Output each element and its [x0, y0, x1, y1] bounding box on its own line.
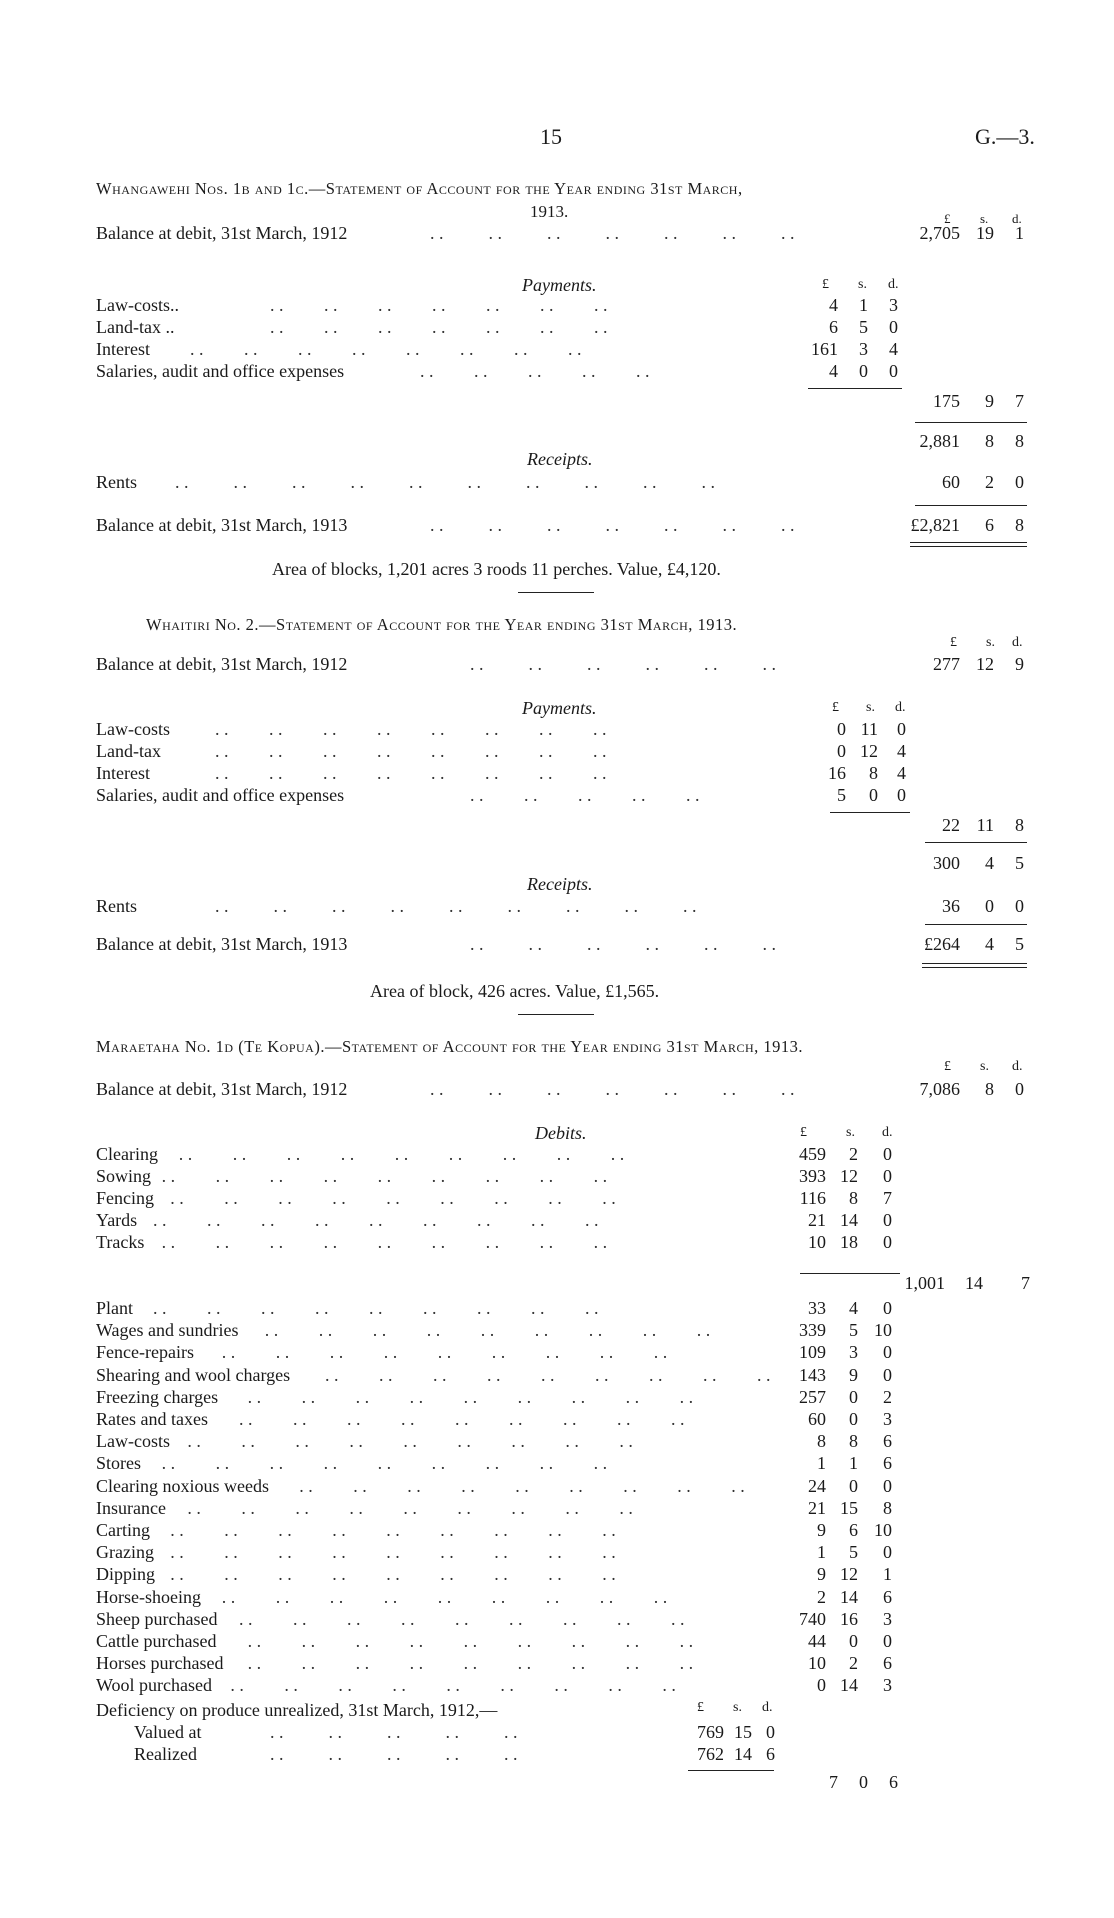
payments-heading: Payments.: [522, 698, 597, 718]
amount-pounds: 9: [817, 1564, 826, 1585]
amount-pounds: 6: [829, 317, 838, 337]
amount-shillings: 9: [849, 1364, 858, 1385]
amount-pounds: 1: [817, 1542, 826, 1563]
dot-leader: . . . . . . . . . . . . . . . . . .: [153, 1299, 599, 1317]
pound-column-head: £: [944, 211, 951, 226]
amount-pounds: 277: [933, 654, 960, 674]
amount-shillings: 12: [860, 741, 878, 761]
pence-column-head: d.: [1012, 1059, 1023, 1074]
amount-pounds: 257: [799, 1386, 826, 1407]
amount-pence: 0: [897, 785, 906, 805]
dot-leader: . . . . . . . . . . . . . . . . . .: [230, 1676, 676, 1695]
dot-leader: . . . . . . . . . . . . . . . . . .: [170, 1189, 616, 1207]
amount-pounds: 60: [942, 472, 960, 492]
payments-heading: Payments.: [522, 275, 597, 295]
amount-pence: 1: [1015, 223, 1024, 243]
amount-pounds: 7: [829, 1772, 838, 1792]
opening-balance-label: Balance at debit, 31st March, 1912: [96, 654, 348, 674]
dot-leader: . . . . . . . . . . . . . .: [430, 223, 795, 243]
amount-pounds: 24: [808, 1475, 826, 1496]
amount-pence: 7: [1015, 391, 1024, 411]
sum-rule: [830, 812, 910, 813]
debit-label: Carting: [96, 1520, 150, 1540]
amount-pounds: 2,881: [919, 431, 960, 451]
pence-column-head: d.: [888, 277, 899, 292]
amount-pence: 2: [883, 1386, 892, 1407]
amount-pounds: 762: [697, 1744, 724, 1764]
shilling-column-head: s.: [986, 635, 995, 650]
amount-pence: 0: [1015, 896, 1024, 916]
debit-label: Fencing: [96, 1188, 154, 1208]
amount-pounds: 4: [829, 361, 838, 381]
pence-column-head: d.: [882, 1125, 893, 1140]
sum-rule: [925, 842, 1027, 843]
amount-pounds: 143: [799, 1364, 826, 1385]
amount-shillings: 3: [849, 1342, 858, 1363]
debit-label: Shearing and wool charges: [96, 1364, 291, 1385]
amount-shillings: 11: [976, 815, 994, 835]
amount-shillings: 0: [859, 1772, 868, 1792]
amount-shillings: 6: [985, 515, 994, 535]
dot-leader: . . . . . . . . . .: [270, 1722, 518, 1742]
payment-label: Land-tax: [96, 741, 161, 761]
amount-shillings: 18: [840, 1232, 858, 1252]
dot-leader: . . . . . . . . . . . . . . . . . .: [221, 1343, 668, 1362]
amount-pence: 7: [883, 1188, 892, 1208]
amount-shillings: 1: [859, 295, 868, 315]
amount-pence: 0: [883, 1144, 892, 1164]
section-title: Maraetaha No. 1d (Te Kopua).—Statement of Account for the Year ending 31st March, 1913.: [96, 1037, 804, 1056]
amount-pounds: 740: [799, 1608, 826, 1629]
amount-pounds: 33: [808, 1298, 826, 1318]
shilling-column-head: s.: [866, 700, 875, 715]
amount-shillings: 9: [985, 391, 994, 411]
closing-balance-label: Balance at debit, 31st March, 1913: [96, 934, 348, 954]
dot-leader: . . . . . . . . . . . .: [470, 654, 776, 674]
amount-pence: 0: [1015, 472, 1024, 492]
debit-label: Sowing: [96, 1166, 152, 1186]
debit-label: Clearing: [96, 1144, 158, 1164]
amount-pounds: 0: [837, 719, 846, 739]
section-title: Whaitiri No. 2.—Statement of Account for the Year ending 31st March, 1913.: [146, 615, 738, 634]
amount-pence: 0: [766, 1722, 775, 1742]
amount-pence: 5: [1015, 934, 1024, 954]
dot-leader: . . . . . . . . . . . . . . . . . .: [161, 1233, 608, 1251]
amount-pounds: 21: [808, 1497, 826, 1518]
section-divider: [518, 1014, 594, 1015]
pound-column-head: £: [800, 1125, 807, 1140]
dot-leader: . . . . . . . . . . . . . . . . . .: [299, 1476, 745, 1495]
amount-pence: 0: [883, 1631, 892, 1651]
amount-shillings: 19: [976, 223, 994, 243]
dot-leader: . . . . . . . . . . . . . . . .: [215, 763, 607, 783]
amount-shillings: 8: [849, 1431, 858, 1452]
dot-leader: . . . . . . . . . . . . . . . .: [215, 741, 607, 761]
amount-shillings: 8: [985, 431, 994, 451]
shilling-column-head: s.: [846, 1125, 855, 1140]
amount-pounds: £2,821: [910, 515, 960, 535]
payment-label: Law-costs: [96, 719, 170, 739]
amount-shillings: 14: [840, 1210, 858, 1230]
area-note: Area of blocks, 1,201 acres 3 roods 11 perches. Value, £4,120.: [272, 559, 721, 579]
sum-rule: [808, 388, 902, 389]
amount-shillings: 14: [965, 1273, 983, 1293]
amount-shillings: 14: [840, 1675, 858, 1696]
amount-pence: 5: [1015, 853, 1024, 873]
debit-label: Wool purchased: [96, 1675, 213, 1696]
amount-shillings: 0: [985, 896, 994, 916]
amount-shillings: 6: [849, 1520, 858, 1540]
amount-pounds: 459: [799, 1144, 826, 1164]
amount-pence: 0: [883, 1364, 892, 1385]
deficiency-label: Deficiency on produce unrealized, 31st March, 1912,—: [96, 1700, 498, 1720]
amount-shillings: 12: [976, 654, 994, 674]
payment-label: Interest: [96, 763, 150, 783]
area-note: Area of block, 426 acres. Value, £1,565.: [370, 981, 660, 1001]
amount-pounds: 0: [837, 741, 846, 761]
amount-pounds: 16: [828, 763, 846, 783]
debit-label: Horse-shoeing: [96, 1586, 201, 1607]
debit-label: Wages and sundries: [96, 1320, 239, 1341]
amount-pounds: 161: [811, 339, 838, 359]
section-title-year: 1913.: [530, 202, 569, 221]
debit-label: Freezing charges: [96, 1386, 219, 1407]
double-rule: [910, 542, 1027, 547]
amount-pence: 7: [1021, 1273, 1030, 1293]
amount-pounds: 339: [799, 1320, 826, 1341]
amount-shillings: 14: [734, 1744, 752, 1764]
amount-pounds: 1,001: [904, 1273, 945, 1293]
amount-pence: 4: [889, 339, 898, 359]
amount-shillings: 5: [859, 317, 868, 337]
amount-pounds: 44: [808, 1631, 826, 1651]
dot-leader: . . . . . . . . . . . . . . . .: [215, 719, 607, 739]
amount-pence: 3: [883, 1675, 892, 1696]
sum-rule: [915, 505, 1027, 506]
amount-shillings: 3: [859, 339, 868, 359]
pound-column-head: £: [944, 1059, 951, 1074]
amount-shillings: 4: [849, 1298, 858, 1318]
closing-balance-label: Balance at debit, 31st March, 1913: [96, 515, 348, 535]
pound-column-head: £: [822, 277, 829, 292]
debits-heading: Debits.: [535, 1123, 587, 1143]
debit-label: Cattle purchased: [96, 1631, 217, 1651]
amount-shillings: 0: [869, 785, 878, 805]
amount-shillings: 8: [869, 763, 878, 783]
amount-shillings: 1: [849, 1453, 858, 1474]
payment-label: Interest: [96, 339, 150, 359]
deficiency-item-label: Valued at: [134, 1722, 202, 1742]
dot-leader: . . . . . . . . . . . . . . . . . .: [170, 1521, 616, 1539]
amount-pounds: £264: [924, 934, 960, 954]
amount-pounds: 22: [942, 815, 960, 835]
payment-label: Law-costs..: [96, 295, 179, 315]
amount-pence: 0: [883, 1342, 892, 1363]
amount-pence: 10: [874, 1320, 892, 1341]
amount-pence: 0: [889, 317, 898, 337]
amount-shillings: 16: [840, 1608, 858, 1629]
dot-leader: . . . . . . . . . . . . . . . . . .: [215, 896, 697, 916]
amount-pounds: 300: [933, 853, 960, 873]
dot-leader: . . . . . . . . . . . . . . . . . .: [153, 1211, 599, 1229]
amount-pounds: 2,705: [919, 223, 960, 243]
dot-leader: . . . . . . . . . . . . . . . . . .: [170, 1543, 616, 1562]
amount-pence: 4: [897, 741, 906, 761]
pence-column-head: d.: [762, 1700, 773, 1715]
payment-label: Salaries, audit and office expenses: [96, 785, 345, 805]
dot-leader: . . . . . . . . . . . . . .: [270, 317, 608, 337]
debit-label: Plant: [96, 1298, 134, 1318]
dot-leader: . . . . . . . . . .: [270, 1744, 518, 1764]
pence-column-head: d.: [1012, 635, 1023, 650]
amount-pence: 6: [883, 1586, 892, 1607]
dot-leader: . . . . . . . . . . . . . . . .: [190, 339, 582, 359]
amount-pence: 8: [883, 1497, 892, 1518]
debit-label: Rates and taxes: [96, 1409, 208, 1429]
amount-shillings: 5: [849, 1320, 858, 1341]
receipts-heading: Receipts.: [527, 449, 593, 469]
dot-leader: . . . . . . . . . . . . . . . . . .: [239, 1410, 685, 1428]
dot-leader: . . . . . . . . . . . . . . . . . .: [187, 1432, 633, 1451]
pound-column-head: £: [950, 635, 957, 650]
dot-leader: . . . . . . . . . . . . . . . . . .: [247, 1654, 694, 1673]
amount-pence: 1: [883, 1564, 892, 1585]
amount-shillings: 2: [849, 1144, 858, 1164]
amount-shillings: 4: [985, 934, 994, 954]
amount-pence: 0: [897, 719, 906, 739]
amount-pounds: 109: [799, 1342, 826, 1363]
amount-pence: 8: [1015, 431, 1024, 451]
debit-label: Fence-repairs: [96, 1342, 194, 1363]
pound-column-head: £: [697, 1700, 704, 1715]
amount-shillings: 0: [849, 1631, 858, 1651]
shilling-column-head: s.: [980, 1059, 989, 1074]
dot-leader: . . . . . . . . . . . . . . . . . .: [170, 1565, 616, 1584]
debit-label: Yards: [96, 1210, 138, 1230]
amount-pence: 6: [766, 1744, 775, 1764]
amount-pence: 0: [883, 1166, 892, 1186]
debit-label: Horses purchased: [96, 1653, 224, 1674]
amount-pence: 6: [889, 1772, 898, 1792]
dot-leader: . . . . . . . . . . . . . .: [270, 295, 608, 315]
amount-pounds: 2: [817, 1586, 826, 1607]
opening-balance-label: Balance at debit, 31st March, 1912: [96, 223, 348, 243]
amount-pounds: 0: [817, 1675, 826, 1696]
debit-label: Dipping: [96, 1564, 156, 1585]
amount-pounds: 8: [817, 1431, 826, 1452]
amount-shillings: 8: [849, 1188, 858, 1208]
dot-leader: . . . . . . . . . . . . . . . . . .: [247, 1632, 694, 1650]
dot-leader: . . . . . . . . . . . . . .: [430, 1079, 795, 1099]
amount-shillings: 12: [840, 1564, 858, 1585]
pence-column-head: d.: [1012, 211, 1022, 226]
opening-balance-label: Balance at debit, 31st March, 1912: [96, 1079, 348, 1099]
dot-leader: . . . . . . . . . . . . . . . . . .: [239, 1609, 685, 1628]
sum-rule: [925, 924, 1027, 925]
shilling-column-head: s.: [733, 1700, 742, 1715]
amount-pence: 0: [883, 1475, 892, 1496]
dot-leader: . . . . . . . . . . . . . .: [430, 515, 795, 535]
amount-pounds: 1: [817, 1453, 826, 1474]
amount-pence: 6: [883, 1453, 892, 1474]
amount-shillings: 0: [849, 1409, 858, 1429]
receipt-label: Rents: [96, 896, 138, 916]
amount-pence: 3: [883, 1409, 892, 1429]
shilling-column-head: s.: [858, 277, 867, 292]
amount-shillings: 11: [860, 719, 878, 739]
dot-leader: . . . . . . . . . . . . . . . . . .: [221, 1587, 668, 1606]
amount-pounds: 60: [808, 1409, 826, 1429]
amount-pence: 0: [883, 1232, 892, 1252]
deficiency-item-label: Realized: [134, 1744, 197, 1764]
receipts-heading: Receipts.: [527, 874, 593, 894]
dot-leader: . . . . . . . . . . . . . . . . . .: [161, 1454, 608, 1473]
amount-pence: 3: [889, 295, 898, 315]
amount-pence: 9: [1015, 654, 1024, 674]
dot-leader: . . . . . . . . . . . . . . . . . .: [178, 1145, 625, 1163]
debit-label: Stores: [96, 1453, 141, 1474]
page-number: 15: [540, 124, 562, 149]
sum-rule: [915, 422, 1027, 423]
debit-label: Sheep purchased: [96, 1608, 218, 1629]
amount-pounds: 769: [697, 1722, 724, 1742]
amount-shillings: 8: [985, 1079, 994, 1099]
amount-shillings: 0: [849, 1386, 858, 1407]
amount-pence: 10: [874, 1520, 892, 1540]
document-reference: G.—3.: [975, 124, 1035, 149]
dot-leader: . . . . . . . . . . . .: [470, 934, 776, 954]
amount-pounds: 393: [799, 1166, 826, 1186]
dot-leader: . . . . . . . . . . . . . . . . . . . .: [175, 472, 715, 492]
dot-leader: . . . . . . . . . . . . . . . . . .: [187, 1498, 633, 1517]
debit-label: Clearing noxious weeds: [96, 1475, 269, 1496]
debit-label: Law-costs: [96, 1431, 170, 1452]
amount-pence: 8: [1015, 815, 1024, 835]
amount-pence: 0: [883, 1542, 892, 1563]
payment-label: Land-tax ..: [96, 317, 175, 337]
amount-pounds: 10: [808, 1653, 826, 1674]
amount-pence: 8: [1015, 515, 1024, 535]
dot-leader: . . . . . . . . . . . . . . . . . .: [325, 1365, 771, 1384]
shilling-column-head: s.: [980, 211, 989, 226]
debit-label: Grazing: [96, 1542, 154, 1563]
dot-leader: . . . . . . . . . .: [420, 361, 650, 381]
amount-shillings: 2: [985, 472, 994, 492]
section-title: Whangawehi Nos. 1b and 1c.—Statement of Account for the Year ending 31st March,: [96, 179, 743, 198]
amount-pounds: 21: [808, 1210, 826, 1230]
pound-column-head: £: [832, 700, 839, 715]
amount-pence: 3: [883, 1608, 892, 1629]
amount-pounds: 175: [933, 391, 960, 411]
amount-shillings: 5: [849, 1542, 858, 1563]
amount-pence: 6: [883, 1653, 892, 1674]
amount-shillings: 12: [840, 1166, 858, 1186]
amount-shillings: 14: [840, 1586, 858, 1607]
amount-pence: 0: [889, 361, 898, 381]
amount-pence: 0: [883, 1210, 892, 1230]
amount-shillings: 15: [840, 1497, 858, 1518]
amount-pounds: 4: [829, 295, 838, 315]
amount-pence: 4: [897, 763, 906, 783]
amount-shillings: 15: [734, 1722, 752, 1742]
amount-shillings: 4: [985, 853, 994, 873]
amount-pounds: 36: [942, 896, 960, 916]
sum-rule: [688, 1770, 774, 1771]
amount-shillings: 0: [859, 361, 868, 381]
dot-leader: . . . . . . . . . .: [470, 785, 700, 805]
double-rule: [922, 963, 1027, 968]
payment-label: Salaries, audit and office expenses: [96, 361, 345, 381]
amount-pounds: 9: [817, 1520, 826, 1540]
dot-leader: . . . . . . . . . . . . . . . . . .: [247, 1387, 694, 1406]
debit-label: Insurance: [96, 1497, 166, 1518]
amount-pence: 6: [883, 1431, 892, 1452]
amount-shillings: 2: [849, 1653, 858, 1674]
pence-column-head: d.: [895, 700, 906, 715]
amount-pounds: 7,086: [919, 1079, 960, 1099]
debit-label: Tracks: [96, 1232, 145, 1252]
section-divider: [518, 592, 594, 593]
amount-pounds: 116: [799, 1188, 826, 1208]
amount-pence: 0: [1015, 1079, 1024, 1099]
receipt-label: Rents: [96, 472, 138, 492]
amount-pounds: 5: [837, 785, 846, 805]
amount-shillings: 0: [849, 1475, 858, 1496]
dot-leader: . . . . . . . . . . . . . . . . . .: [161, 1167, 608, 1185]
amount-pence: 0: [883, 1298, 892, 1318]
dot-leader: . . . . . . . . . . . . . . . . . .: [264, 1321, 711, 1340]
amount-pounds: 10: [808, 1232, 826, 1252]
